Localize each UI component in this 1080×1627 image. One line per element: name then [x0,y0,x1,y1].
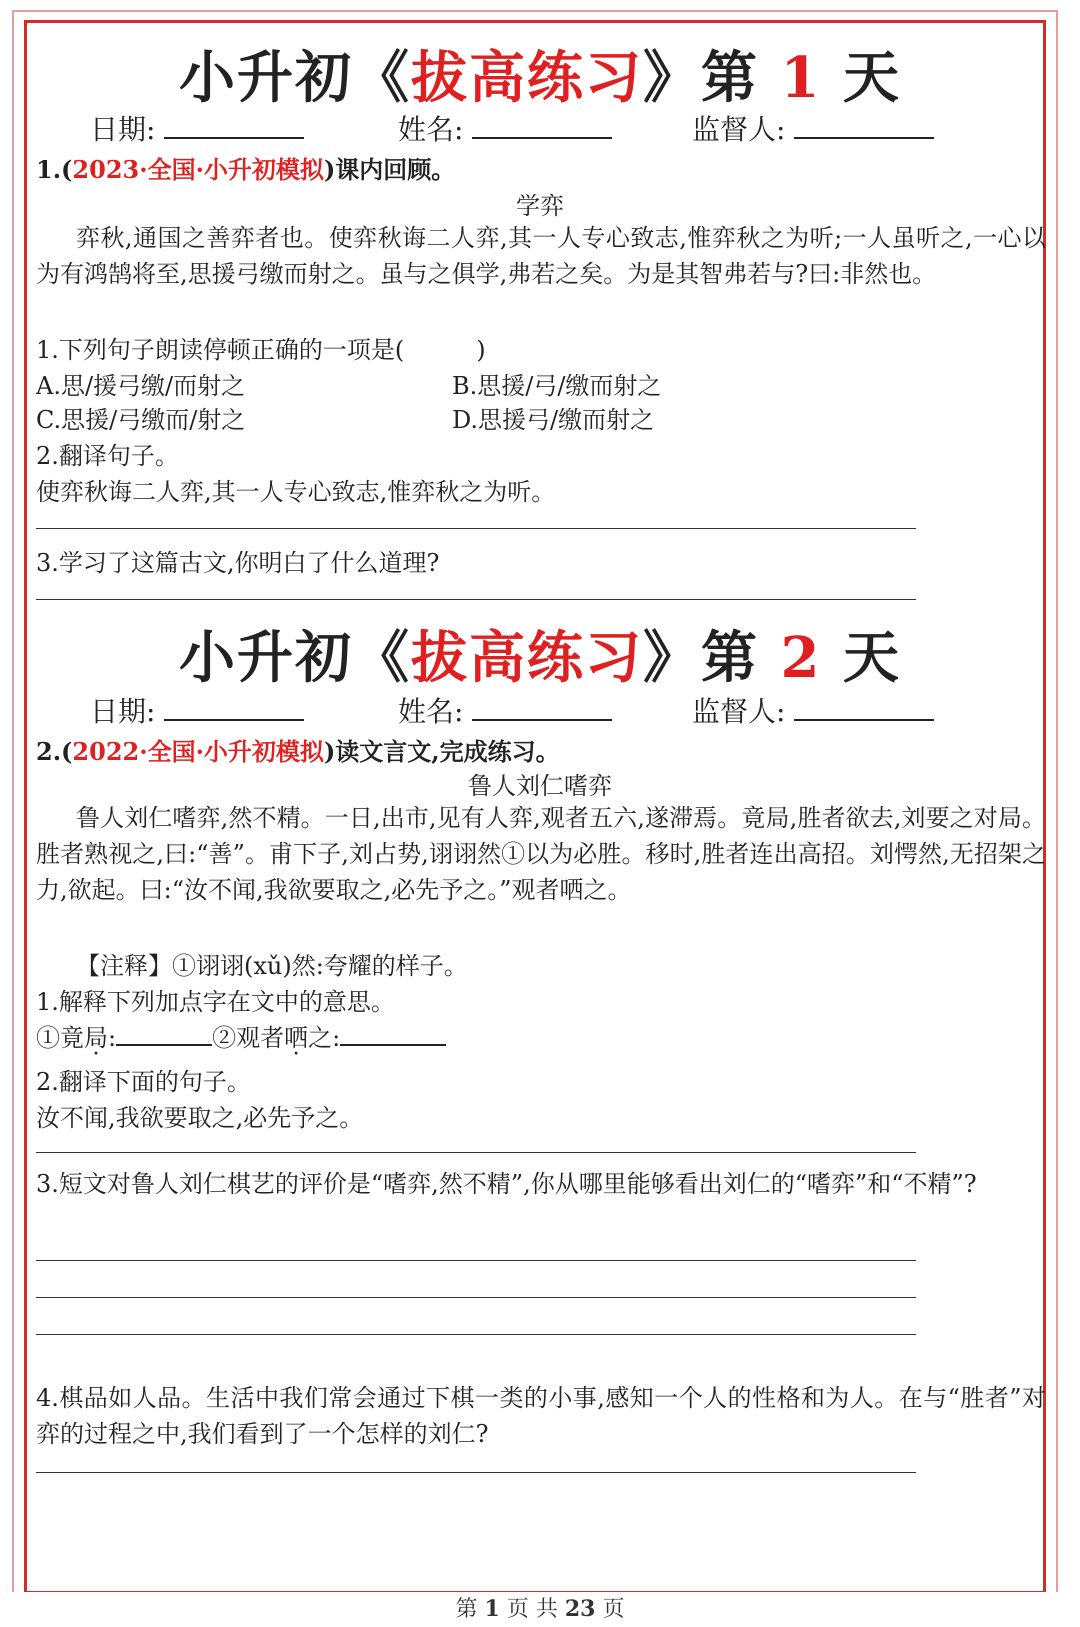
question-instruction: )读文言文,完成练习。 [323,737,560,766]
footer-suffix: 页 [602,1597,625,1622]
title-day-number: 1 [780,45,822,111]
current-page-number: 1 [484,1596,500,1622]
question-source: 2023·全国·小升初模拟 [72,155,324,184]
day2-q2-answer-line[interactable] [36,1152,916,1153]
item-a-colon: : [108,1024,117,1052]
day2-q3-answer-line-2[interactable] [36,1297,916,1298]
name-label: 姓名: [398,113,464,146]
day1-date-row [90,108,304,148]
day2-note: 【注释】①诩诩(xǔ)然:夸耀的样子。 [76,952,468,980]
question-number: 2.( [36,737,73,766]
name-blank[interactable] [472,136,612,139]
footer-mid: 页 共 [506,1597,558,1622]
day1-option-c[interactable]: C.思援/弓缴而/射之 [36,406,246,434]
day1-supervisor-row [692,108,934,148]
day2-q1: 1.解释下列加点字在文中的意思。 [36,988,395,1016]
question-number: 1.( [36,155,73,184]
item-a-blank[interactable] [116,1043,212,1046]
total-page-count: 23 [564,1596,596,1622]
question-instruction: )课内回顾。 [323,155,456,184]
day2-q3-answer-line-1[interactable] [36,1260,916,1261]
day1-q2-sentence: 使弈秋诲二人弈,其一人专心致志,惟弈秋之为听。 [36,478,556,506]
title-prefix: 小升初《 [179,45,412,111]
day2-q3-answer-line-3[interactable] [36,1334,916,1335]
question-source: 2022·全国·小升初模拟 [72,737,324,766]
supervisor-label: 监督人: [692,695,786,728]
day2-q2: 2.翻译下面的句子。 [36,1068,251,1096]
day1-q3: 3.学习了这篇古文,你明白了什么道理? [36,549,440,577]
day1-q2-answer-line[interactable] [36,528,916,529]
page-footer [0,1592,1080,1623]
item-a-text: ①竟 [36,1024,84,1052]
day1-question-heading [36,150,455,185]
item-b-dotted-char: 哂 [284,1024,309,1052]
day1-option-d[interactable]: D.思援弓/缴而射之 [452,406,655,434]
title-prefix: 小升初《 [179,625,412,691]
title-mid: 》第 [643,625,781,691]
supervisor-blank[interactable] [794,136,934,139]
day2-passage: 鲁人刘仁嗜弈,然不精。一日,出市,见有人弈,观者五六,遂滞焉。竟局,胜者欲去,刘要之对局。胜者熟视之,曰:“善”。甫下子,刘占势,诩诩然①以为必胜。移时,胜者连出高招。刘愕然,无招架之力,欲起。曰:“汝不闻,我欲要取之,必先予之。”观者哂之。 [36,804,1046,904]
item-b-blank[interactable] [340,1043,446,1046]
day2-q1-items [36,1018,446,1053]
day2-title [0,614,1080,694]
day2-q4-answer-line[interactable] [36,1472,916,1473]
day1-q1: 1.下列句子朗读停顿正确的一项是( ) [36,336,486,364]
day1-name-row [398,108,612,148]
day1-option-b[interactable]: B.思援/弓/缴而射之 [452,372,662,400]
day2-question-heading [36,732,560,767]
title-mid: 》第 [643,45,781,111]
day2-q2-sentence: 汝不闻,我欲要取之,必先予之。 [36,1104,364,1132]
day2-date-row [90,690,304,730]
title-suffix: 天 [821,45,901,111]
item-a-dotted-char: 局 [84,1024,108,1052]
name-blank[interactable] [472,718,612,721]
title-day-number: 2 [780,625,822,691]
day2-q3: 3.短文对鲁人刘仁棋艺的评价是“嗜弈,然不精”,你从哪里能够看出刘仁的“嗜弈”和“不精”? [36,1170,977,1198]
date-blank[interactable] [164,718,304,721]
supervisor-label: 监督人: [692,113,786,146]
title-highlight: 拔高练习 [411,625,644,691]
title-highlight: 拔高练习 [411,45,644,111]
day2-name-row [398,690,612,730]
date-blank[interactable] [164,136,304,139]
day2-q4: 4.棋品如人品。生活中我们常会通过下棋一类的小事,感知一个人的性格和为人。在与“胜者”对弈的过程之中,我们看到了一个怎样的刘仁? [36,1384,1046,1448]
day2-passage-title: 鲁人刘仁嗜弈 [468,772,612,800]
date-label: 日期: [90,695,156,728]
title-suffix: 天 [821,625,901,691]
name-label: 姓名: [398,695,464,728]
day1-q2: 2.翻译句子。 [36,442,179,470]
footer-prefix: 第 [455,1597,478,1622]
day1-passage: 弈秋,通国之善弈者也。使弈秋诲二人弈,其一人专心致志,惟弈秋之为听;一人虽听之,一心以为有鸿鹄将至,思援弓缴而射之。虽与之俱学,弗若之矣。为是其智弗若与?曰:非然也。 [36,224,1046,288]
item-b-colon: 之: [308,1024,341,1052]
day1-option-a[interactable]: A.思/援弓缴/而射之 [36,372,246,400]
day2-supervisor-row [692,690,934,730]
supervisor-blank[interactable] [794,718,934,721]
day1-passage-title: 学弈 [516,192,564,220]
day1-q3-answer-line[interactable] [36,599,916,600]
item-b-text: ②观者 [212,1024,285,1052]
day1-title [0,34,1080,114]
date-label: 日期: [90,113,156,146]
